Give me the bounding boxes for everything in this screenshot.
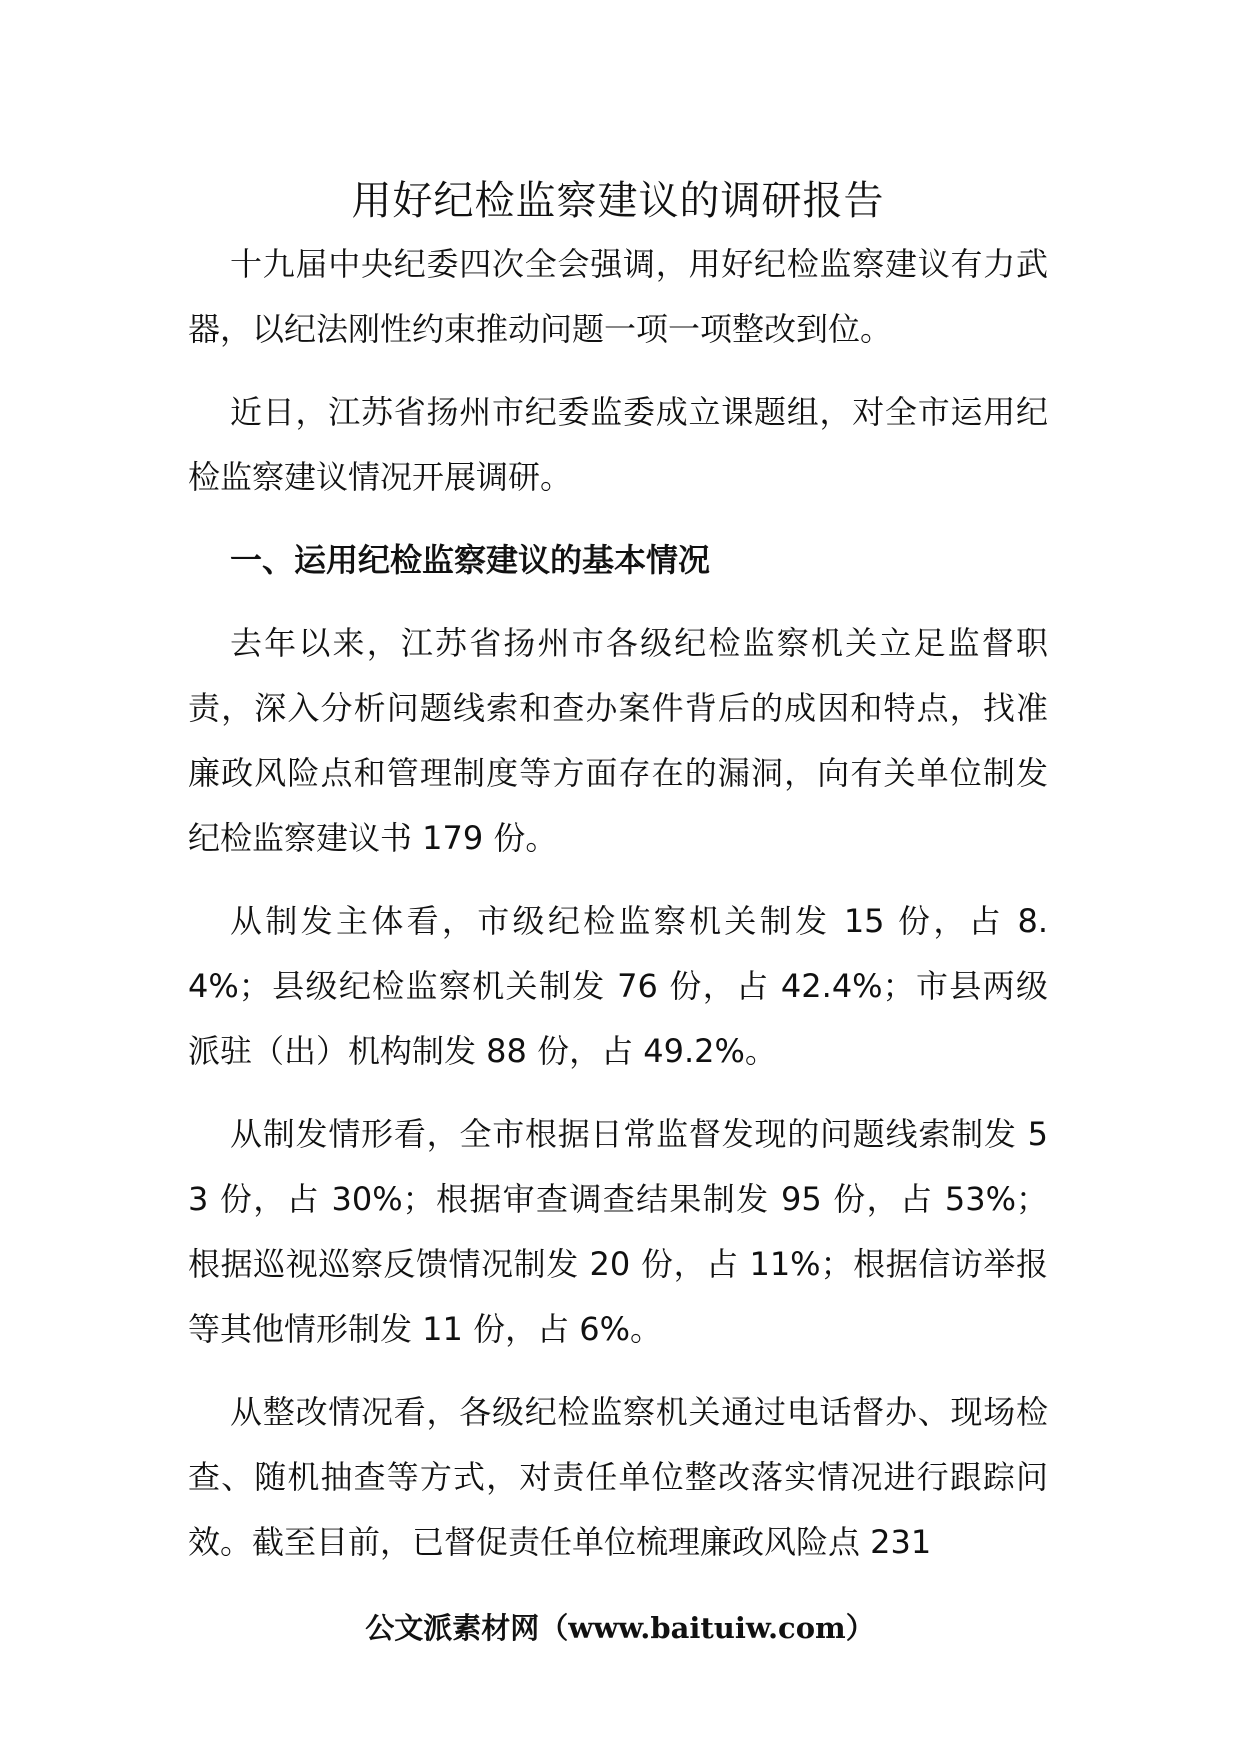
intro-paragraph-2: 近日，江苏省扬州市纪委监委成立课题组，对全市运用纪检监察建议情况开展调研。 bbox=[188, 393, 1048, 496]
section-heading: 一、运用纪检监察建议的基本情况 bbox=[230, 541, 711, 579]
section-paragraph-3: 从制发情形看，全市根据日常监督发现的问题线索制发 53 份，占 30%；根据审查调查结果制发 95 份，占 53%；根据巡视巡察反馈情况制发 20 份，占 11%；根据信访举报等其他情形制发 11 份，占 6%。 bbox=[188, 1115, 1048, 1348]
document-title: 用好纪检监察建议的调研报告 bbox=[351, 178, 885, 224]
document-body bbox=[188, 170, 1048, 1593]
section-paragraph-4: 从整改情况看，各级纪检监察机关通过电话督办、现场检查、随机抽查等方式，对责任单位整改落实情况进行跟踪问效。截至目前，已督促责任单位梳理廉政风险点 231 bbox=[188, 1393, 1048, 1561]
intro-paragraph-1: 十九届中央纪委四次全会强调，用好纪检监察建议有力武器，以纪法刚性约束推动问题一项一项整改到位。 bbox=[188, 245, 1048, 348]
section-paragraph-2: 从制发主体看，市级纪检监察机关制发 15 份，占 8.4%；县级纪检监察机关制发 76 份，占 42.4%；市县两级派驻（出）机构制发 88 份，占 49.2%。 bbox=[188, 902, 1048, 1070]
footer-source: 公文派素材网（www.baituiw.com） bbox=[365, 1611, 875, 1645]
section-paragraph-1: 去年以来，江苏省扬州市各级纪检监察机关立足监督职责，深入分析问题线索和查办案件背后的成因和特点，找准廉政风险点和管理制度等方面存在的漏洞，向有关单位制发纪检监察建议书 179 份。 bbox=[188, 624, 1048, 857]
